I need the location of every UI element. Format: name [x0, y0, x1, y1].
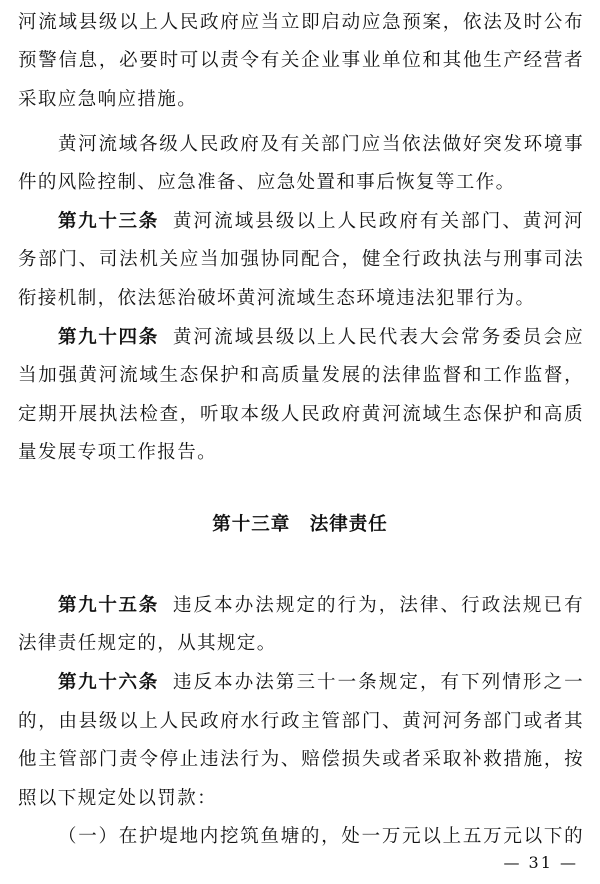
emergency-line-1: 黄河流域各级人民政府及有关部门应当依法做好突发环境事	[58, 134, 584, 155]
article-93-text-1: 黄河流域县级以上人民政府有关部门、黄河河	[172, 211, 584, 232]
article-96-line-4: 照以下规定处以罚款：	[18, 788, 218, 809]
article-93-label: 第九十三条	[58, 211, 159, 232]
article-94-line-1	[58, 321, 584, 355]
article-95-text-1: 违反本办法规定的行为，法律、行政法规已有	[172, 595, 584, 616]
emergency-line-2: 件的风险控制、应急准备、应急处置和事后恢复等工作。	[18, 172, 516, 193]
item-1-line-1: （一）在护堤地内挖筑鱼塘的，处一万元以上五万元以下的	[58, 826, 584, 847]
chapter-title: 第十三章 法律责任	[212, 514, 388, 535]
continuation-line-3: 采取应急响应措施。	[18, 89, 198, 110]
article-96-line-3: 他主管部门责令停止违法行为、赔偿损失或者采取补救措施，按	[18, 749, 584, 770]
page-number: — 31 —	[503, 853, 578, 872]
article-94-text-1: 黄河流域县级以上人民代表大会常务委员会应	[172, 327, 584, 348]
article-96-line-2: 的，由县级以上人民政府水行政主管部门、黄河河务部门或者其	[18, 711, 584, 732]
article-94-label: 第九十四条	[58, 327, 159, 348]
article-95-line-2: 法律责任规定的，从其规定。	[18, 633, 277, 654]
article-94-line-3: 定期开展执法检查，听取本级人民政府黄河流域生态保护和高质	[18, 404, 584, 425]
article-95-label: 第九十五条	[58, 595, 159, 616]
article-94-line-2: 当加强黄河流域生态保护和高质量发展的法律监督和工作监督，	[18, 365, 584, 386]
article-93-line-3: 衔接机制，依法惩治破坏黄河流域生态环境违法犯罪行为。	[18, 288, 536, 309]
article-94-line-4: 量发展专项工作报告。	[18, 442, 218, 463]
article-96-line-1	[58, 666, 584, 700]
article-93-line-2: 务部门、司法机关应当加强协同配合，健全行政执法与刑事司法	[18, 249, 584, 270]
continuation-line-2: 预警信息，必要时可以责令有关企业事业单位和其他生产经营者	[18, 50, 584, 71]
article-96-label: 第九十六条	[58, 672, 159, 693]
article-95-line-1	[58, 589, 584, 623]
article-96-text-1: 违反本办法第三十一条规定，有下列情形之一	[172, 672, 584, 693]
article-93-line-1	[58, 205, 584, 239]
continuation-line-1: 河流域县级以上人民政府应当立即启动应急预案，依法及时公布	[18, 12, 584, 33]
